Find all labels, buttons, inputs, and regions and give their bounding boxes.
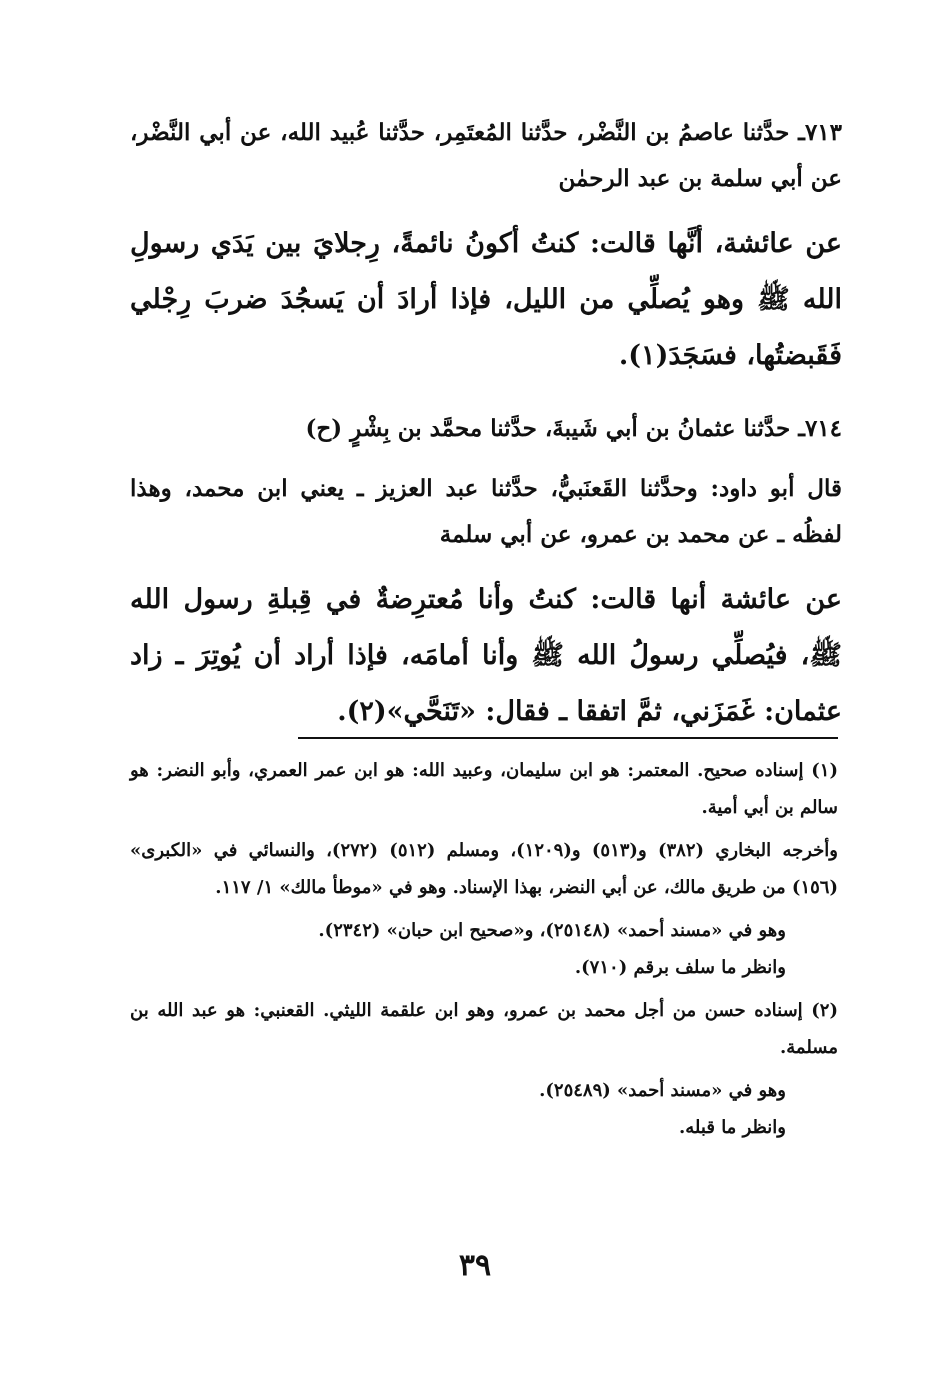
footnote-2-line-a: (٢) إسناده حسن من أجل محمد بن عمرو، وهو ابن علقمة الليثي. القعنبي: هو عبد الله بن مسلمة. <box>130 1000 838 1058</box>
hadith-714-isnad-2: قال أبو داود: وحدَّثنا القَعنَبيُّ، حدَّثنا عبد العزيز ـ يعني ابن محمد، وهذا لفظُه ـ عن محمد بن عمرو، عن أبي سلمة <box>130 475 842 548</box>
hadith-714-isnad-1: ٧١٤ـ حدَّثنا عثمانُ بن أبي شَيبةَ، حدَّثنا محمَّد بن بِشْرٍ (ح) <box>305 415 842 442</box>
footnote-divider <box>298 737 838 739</box>
footnote-2-line-c: وانظر ما قبله. <box>679 1117 786 1138</box>
footnote-1-line-b: وأخرجه البخاري (٣٨٢) و(٥١٣) و(١٢٠٩)، ومسلم (٥١٢) (٢٧٢)، والنسائي في «الكبرى» (١٥٦) من طريق مالك، عن أبي النضر، بهذا الإسناد. وهو في «موطأ مالك» ١/ ١١٧. <box>130 840 838 898</box>
footnote-1-line-a: (١) إسناده صحيح. المعتمر: هو ابن سليمان، وعبيد الله: هو ابن عمر العمري، وأبو النضر: هو سالم بن أبي أمية. <box>130 760 838 818</box>
footnote-1-line-c: وهو في «مسند أحمد» (٢٥١٤٨)، و«صحيح ابن حبان» (٢٣٤٢). <box>318 920 786 941</box>
footnote-2-line-b: وهو في «مسند أحمد» (٢٥٤٨٩). <box>539 1080 786 1101</box>
hadith-713-isnad: ٧١٣ـ حدَّثنا عاصمُ بن النَّضْر، حدَّثنا المُعتَمِر، حدَّثنا عُبيد الله، عن أبي النَّضْر، عن أبي سلمة بن عبد الرحمٰن <box>130 119 842 192</box>
hadith-714-matn: عن عائشة أنها قالت: كنتُ وأنا مُعترِضةٌ في قِبلةِ رسول الله ﷺ، فيُصلِّي رسولُ الله ﷺ وأنا أمامَه، فإذا أراد أن يُوتِرَ ـ زاد عثمان: غَمَزَني، ثمَّ اتفقا ـ فقال: «تَنَحَّي»(٢). <box>130 584 842 727</box>
footnotes <box>130 752 838 1152</box>
page-number: ٣٩ <box>458 1248 492 1283</box>
hadith-713-matn: عن عائشة، أنَّها قالت: كنتُ أكونُ نائمةً، رِجلايَ بين يَدَي رسولِ الله ﷺ وهو يُصلِّي من الليل، فإذا أرادَ أن يَسجُدَ ضربَ رِجْلي فَقَبضتُها، فسَجَدَ(١). <box>130 228 842 371</box>
footnote-1-line-d: وانظر ما سلف برقم (٧١٠). <box>574 957 786 978</box>
main-text <box>130 110 842 762</box>
